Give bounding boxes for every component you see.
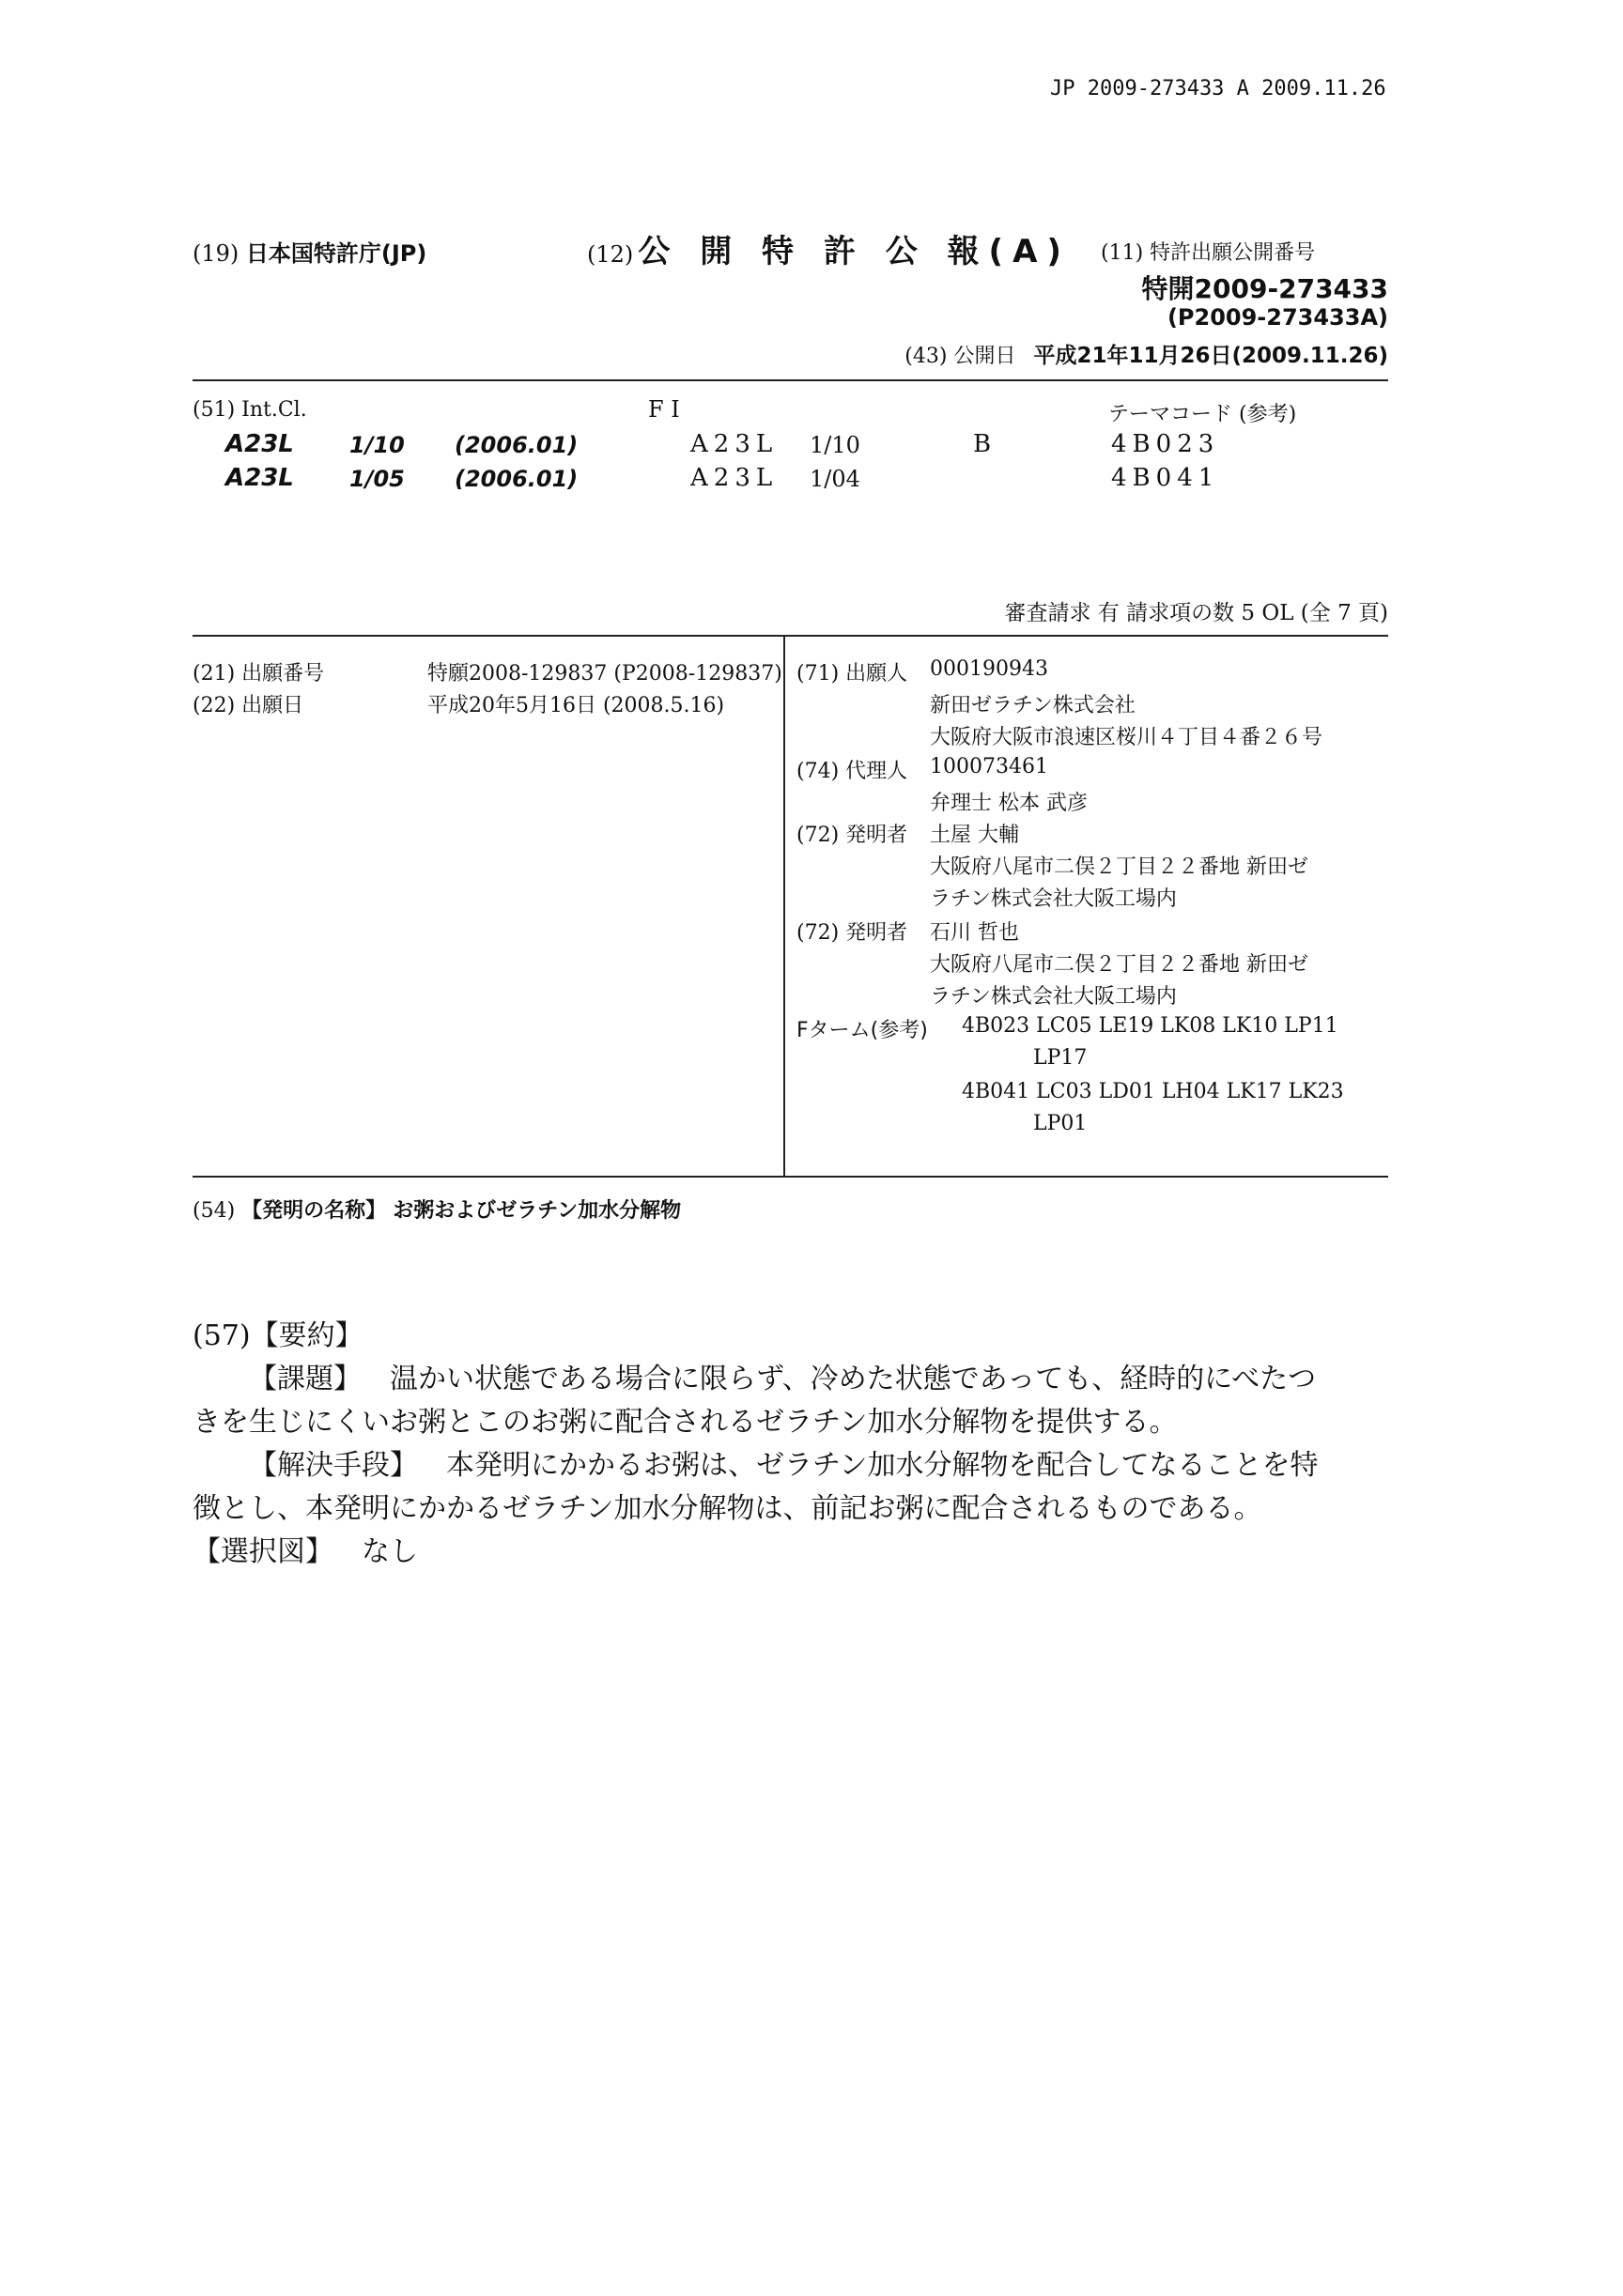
fi-label: F I bbox=[648, 396, 680, 423]
agent-label: (74) 代理人 bbox=[796, 760, 908, 783]
figure-value: なし bbox=[362, 1535, 418, 1568]
publication-number-alt: (P2009-273433A) bbox=[1167, 304, 1388, 331]
inventor-name: 石川 哲也 bbox=[930, 921, 1019, 945]
document-kind: 公 開 特 許 公 報(A) bbox=[638, 233, 1071, 270]
rule-exam bbox=[193, 635, 1388, 637]
kind-block bbox=[587, 225, 1071, 271]
fterm-label: Fターム(参考) bbox=[796, 1019, 928, 1042]
pub-label: 特許出願公開番号 bbox=[1150, 241, 1316, 265]
column-divider bbox=[783, 635, 785, 1177]
inventor-label: (72) 発明者 bbox=[796, 824, 908, 847]
kind-number: (12) bbox=[587, 241, 634, 268]
theme-code-label: テーマコード (参考) bbox=[1108, 403, 1297, 426]
ipc-version: (2006.01) bbox=[455, 466, 579, 492]
abstract bbox=[193, 1315, 1404, 1574]
fi-code: A23L bbox=[690, 430, 779, 458]
rule-parties bbox=[193, 1176, 1388, 1178]
abstract-solution bbox=[193, 1444, 1404, 1487]
office-number: (19) bbox=[193, 240, 240, 267]
abstract-solution-cont: 徴とし、本発明にかかるゼラチン加水分解物は、前記お粥に配合されるものである。 bbox=[193, 1492, 1262, 1525]
applicant-label: (71) 出願人 bbox=[796, 662, 908, 686]
problem-label: 【課題】 bbox=[249, 1363, 362, 1395]
inventor-label: (72) 発明者 bbox=[796, 921, 908, 945]
ipc-group: 1/05 bbox=[349, 466, 405, 492]
inventor-address: ラチン株式会社大阪工場内 bbox=[930, 985, 1177, 1009]
office-name: 日本国特許庁(JP) bbox=[245, 240, 427, 267]
applicant-id: 000190943 bbox=[930, 657, 1048, 681]
theme-code: 4B041 bbox=[1111, 464, 1220, 492]
ipc-group: 1/10 bbox=[349, 432, 405, 458]
ipc-code: A23L bbox=[225, 464, 294, 492]
fterm-codes: 4B041 LC03 LD01 LH04 LK17 LK23 bbox=[962, 1080, 1344, 1103]
intcl-label: (51) Int.Cl. bbox=[193, 398, 307, 422]
inventor-address: ラチン株式会社大阪工場内 bbox=[930, 887, 1177, 911]
ipc-version: (2006.01) bbox=[455, 432, 579, 458]
inventor-address: 大阪府八尾市二俣２丁目２２番地 新田ゼ bbox=[930, 855, 1308, 879]
fterm-codes-cont: LP17 bbox=[1033, 1046, 1088, 1070]
abstract-problem-cont: きを生じにくいお粥とこのお粥に配合されるゼラチン加水分解物を提供する。 bbox=[193, 1406, 1178, 1439]
publication-date: 平成21年11月26日(2009.11.26) bbox=[1033, 344, 1388, 368]
invention-title: お粥およびゼラチン加水分解物 bbox=[393, 1199, 682, 1223]
abstract-problem bbox=[193, 1358, 1404, 1401]
fi-group: 1/10 bbox=[810, 432, 860, 458]
pub-label-number: (11) bbox=[1101, 241, 1144, 265]
agent-id: 100073461 bbox=[930, 755, 1048, 778]
fterm-codes-cont: LP01 bbox=[1033, 1112, 1088, 1135]
classification-row bbox=[0, 430, 1623, 468]
title-number: (54) bbox=[193, 1199, 236, 1223]
fi-group: 1/04 bbox=[810, 466, 860, 492]
invention-title-block bbox=[193, 1194, 681, 1224]
applicant-name: 新田ゼラチン株式会社 bbox=[930, 694, 1136, 717]
agent-name: 弁理士 松本 武彦 bbox=[930, 792, 1088, 815]
application-number: 特願2008-129837 (P2008-129837) bbox=[427, 662, 782, 686]
figure-label: 【選択図】 bbox=[193, 1535, 333, 1568]
date-number: (43) bbox=[904, 345, 948, 368]
top-reference: JP 2009-273433 A 2009.11.26 bbox=[1050, 77, 1386, 100]
solution-text: 本発明にかかるお粥は、ゼラチン加水分解物を配合してなることを特 bbox=[446, 1449, 1319, 1482]
applicant-address: 大阪府大阪市浪速区桜川４丁目４番２６号 bbox=[930, 726, 1323, 749]
publication-number: 特開2009-273433 bbox=[1141, 273, 1388, 304]
rule-header bbox=[193, 379, 1388, 381]
inventor-address: 大阪府八尾市二俣２丁目２２番地 新田ゼ bbox=[930, 953, 1308, 977]
fterm-codes: 4B023 LC05 LE19 LK08 LK10 LP11 bbox=[962, 1014, 1338, 1038]
application-date-label: (22) 出願日 bbox=[193, 694, 304, 717]
pub-label-block bbox=[1101, 237, 1315, 266]
fi-suffix: B bbox=[973, 430, 992, 458]
application-date: 平成20年5月16日 (2008.5.16) bbox=[427, 694, 725, 717]
problem-text: 温かい状態である場合に限らず、冷めた状態であっても、経時的にべたつ bbox=[390, 1363, 1317, 1395]
ipc-code: A23L bbox=[225, 430, 294, 458]
classification-row bbox=[0, 464, 1623, 501]
theme-code: 4B023 bbox=[1111, 430, 1220, 458]
solution-label: 【解決手段】 bbox=[249, 1449, 418, 1482]
application-number-label: (21) 出願番号 bbox=[193, 662, 325, 686]
office-block bbox=[193, 235, 426, 268]
fi-code: A23L bbox=[690, 464, 779, 492]
abstract-heading: (57)【要約】 bbox=[193, 1319, 363, 1352]
inventor-name: 土屋 大輔 bbox=[930, 824, 1019, 847]
title-label: 【発明の名称】 bbox=[241, 1199, 387, 1223]
abstract-figure bbox=[193, 1531, 1404, 1574]
examination-line: 審査請求 有 請求項の数 5 OL (全 7 頁) bbox=[1004, 601, 1388, 625]
date-label: 公開日 bbox=[953, 345, 1016, 368]
publication-date-block bbox=[904, 338, 1388, 369]
